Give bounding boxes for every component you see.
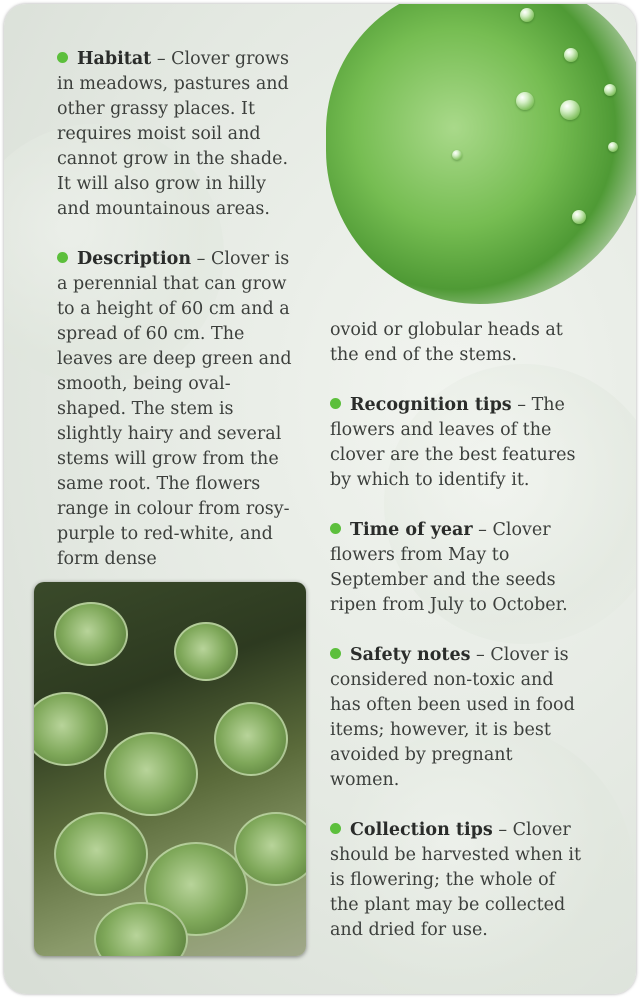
section-description xyxy=(57,247,297,572)
section-text: The flowers and leaves of the clover are the best features by which to identify it. xyxy=(330,395,576,490)
clover-leaf xyxy=(104,732,198,816)
section-text: Clover should be harvested when it is flowering; the whole of the plant may be collected and dried for use. xyxy=(330,820,582,940)
clover-leaf xyxy=(54,812,148,896)
water-drop xyxy=(564,48,578,62)
bullet-icon xyxy=(330,523,341,534)
section-heading: Safety notes xyxy=(350,645,471,665)
section-heading: Habitat xyxy=(77,49,152,69)
section-description-continued xyxy=(330,318,582,368)
separator: – xyxy=(196,249,206,269)
section-text: ovoid or globular heads at the end of the stems. xyxy=(330,320,563,365)
separator: – xyxy=(476,645,485,665)
water-drop xyxy=(452,150,462,160)
section-heading: Collection tips xyxy=(350,820,493,840)
bullet-icon xyxy=(330,398,341,409)
section-heading: Time of year xyxy=(350,520,473,540)
water-drop xyxy=(520,8,534,22)
water-drop xyxy=(560,100,580,120)
bullet-icon xyxy=(57,252,68,263)
water-drop xyxy=(608,142,618,152)
bullet-icon xyxy=(330,823,341,834)
water-drop xyxy=(572,210,586,224)
section-text: Clover grows in meadows, pastures and other grassy places. It requires moist soil and cannot grow in the shade. It will also grow in hilly and mountainous areas. xyxy=(57,49,289,219)
clover-leaf xyxy=(54,602,128,666)
section-habitat xyxy=(57,47,297,222)
clover-leaf xyxy=(34,692,108,766)
section-safety-notes xyxy=(330,643,582,793)
water-drop xyxy=(604,84,616,96)
clover-leaf xyxy=(174,622,238,681)
section-recognition-tips xyxy=(330,393,582,493)
bullet-icon xyxy=(330,648,341,659)
section-time-of-year xyxy=(330,518,582,618)
section-heading: Description xyxy=(77,249,192,269)
section-text: Clover is considered non-toxic and has often been used in food items; however, it is best avoided by pregnant women. xyxy=(330,645,575,790)
separator: – xyxy=(517,395,526,415)
separator: – xyxy=(498,820,508,840)
left-column xyxy=(57,47,297,597)
right-column xyxy=(330,318,582,968)
section-text: Clover flowers from May to September and the seeds ripen from July to October. xyxy=(330,520,568,615)
separator: – xyxy=(478,520,487,540)
section-text: Clover is a perennial that can grow to a height of 60 cm and a spread of 60 cm. The leaves are deep green and smooth, being oval-shaped. The stem is slightly hairy and several stems will grow from the same root. The flowers range in colour from rosy-purple to red-white, and form dense xyxy=(57,249,292,569)
bullet-icon xyxy=(57,52,68,63)
water-drops-leaf-image xyxy=(326,4,636,304)
section-heading: Recognition tips xyxy=(350,395,512,415)
clover-photo xyxy=(34,582,306,956)
section-collection-tips xyxy=(330,818,582,943)
separator: – xyxy=(156,49,166,69)
water-drop xyxy=(516,92,534,110)
clover-leaf xyxy=(214,702,288,776)
